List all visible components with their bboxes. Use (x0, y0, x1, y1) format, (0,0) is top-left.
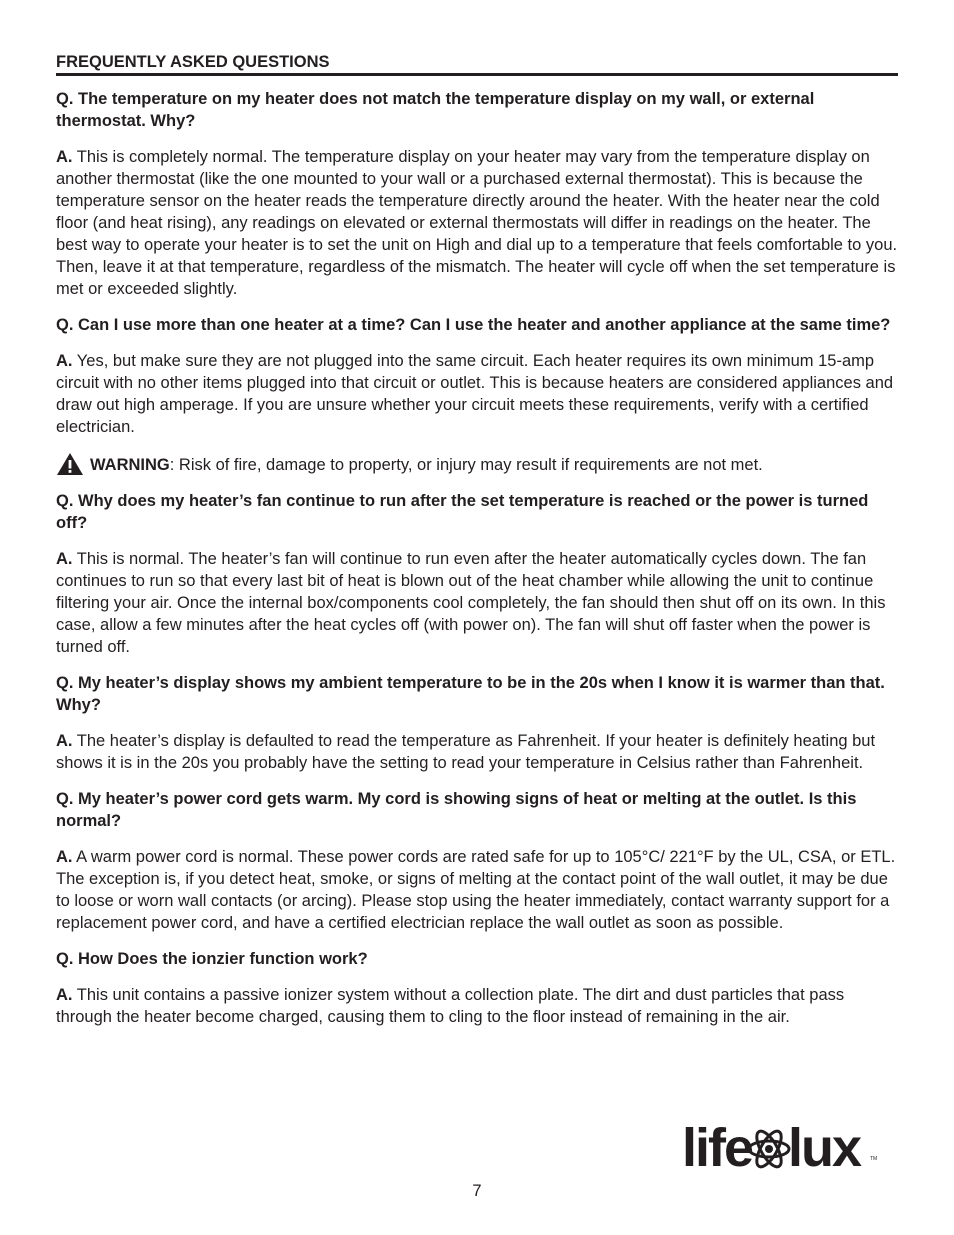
lifelux-logo (682, 1118, 878, 1180)
answer-lead: A. (56, 352, 73, 370)
answer-text: This is completely normal. The temperature display on your heater may vary from the temperature display on another thermostat (like the one mounted to your wall or a purchased external thermostat). This is because the temperature sensor on the heater reads the temperature directly around the heater. With the heater near the cold floor (and heat rising), any readings on elevated or external thermostats will differ in readings on the heater. The best way to operate your heater is to set the unit on High and dial up to a temperature that feels comfortable to you. Then, leave it at that temperature, regardless of the mismatch. The heater will cycle off when the set temperature is met or exceeded slightly. (56, 148, 898, 298)
answer-lead: A. (56, 986, 73, 1004)
answer-text: This unit contains a passive ionizer system without a collection plate. The dirt and dust particles that pass through the heater become charged, causing them to cling to the floor instead of remaining in the air. (56, 986, 845, 1026)
answer-text: The heater’s display is defaulted to read the temperature as Fahrenheit. If your heater is definitely heating but shows it is in the 20s you probably have the setting to read your temperature in Celsius rather than Fahrenheit. (56, 732, 876, 772)
warning-triangle-icon (56, 452, 84, 476)
warning-notice (56, 452, 898, 476)
answer-1 (56, 146, 898, 300)
answer-3 (56, 548, 898, 658)
answer-text: A warm power cord is normal. These power cords are rated safe for up to 105°C/ 221°F by the UL, CSA, or ETL. The exception is, if you detect heat, smoke, or signs of melting at the contact point of the wall outlet, it may be due to loose or worn wall contacts (or arcing). Please stop using the heater immediately, contact warranty support for a replacement power cord, and have a certified electrician replace the wall outlet as soon as possible. (56, 848, 896, 932)
answer-4 (56, 730, 898, 774)
section-title: FREQUENTLY ASKED QUESTIONS (56, 52, 898, 76)
question-6: Q. How Does the ionzier function work? (56, 950, 368, 968)
question-5: Q. My heater’s power cord gets warm. My cord is showing signs of heat or melting at the outlet. Is this normal? (56, 790, 857, 830)
logo-text-life: life (682, 1118, 753, 1178)
answer-6 (56, 984, 898, 1028)
question-3: Q. Why does my heater’s fan continue to run after the set temperature is reached or the power is turned off? (56, 492, 869, 532)
answer-lead: A. (56, 732, 73, 750)
question-4: Q. My heater’s display shows my ambient temperature to be in the 20s when I know it is warmer than that. Why? (56, 674, 885, 714)
answer-2 (56, 350, 898, 438)
answer-lead: A. (56, 848, 73, 866)
answer-lead: A. (56, 550, 73, 568)
question-2: Q. Can I use more than one heater at a time? Can I use the heater and another appliance at the same time? (56, 316, 891, 334)
page-number: 7 (472, 1182, 482, 1200)
warning-label: WARNING (90, 456, 170, 474)
logo-text-lux: lux (788, 1118, 861, 1178)
answer-text: This is normal. The heater’s fan will continue to run even after the heater automatically cycles down. The fan continues to run so that every last bit of heat is blown out of the heat chamber while allowing the unit to continue filtering your air. Once the internal box/components cool completely, the fan should then shut off on its own. In this case, allow a few minutes after the heat cycles off (with power on). The fan will shut off faster when the power is turned off. (56, 550, 886, 656)
answer-text: Yes, but make sure they are not plugged into the same circuit. Each heater requires its own minimum 15-amp circuit with no other items plugged into that circuit or outlet. This is because heaters are considered appliances and draw out high amperage. If you are unsure whether your circuit meets these requirements, verify with a certified electrician. (56, 352, 894, 436)
atom-icon (746, 1118, 792, 1180)
warning-text: : Risk of fire, damage to property, or injury may result if requirements are not met. (169, 456, 763, 474)
faq-content (56, 88, 898, 1042)
trademark-mark: TM (870, 1156, 878, 1162)
question-1: Q. The temperature on my heater does not match the temperature display on my wall, or external thermostat. Why? (56, 90, 815, 130)
answer-5 (56, 846, 898, 934)
answer-lead: A. (56, 148, 73, 166)
